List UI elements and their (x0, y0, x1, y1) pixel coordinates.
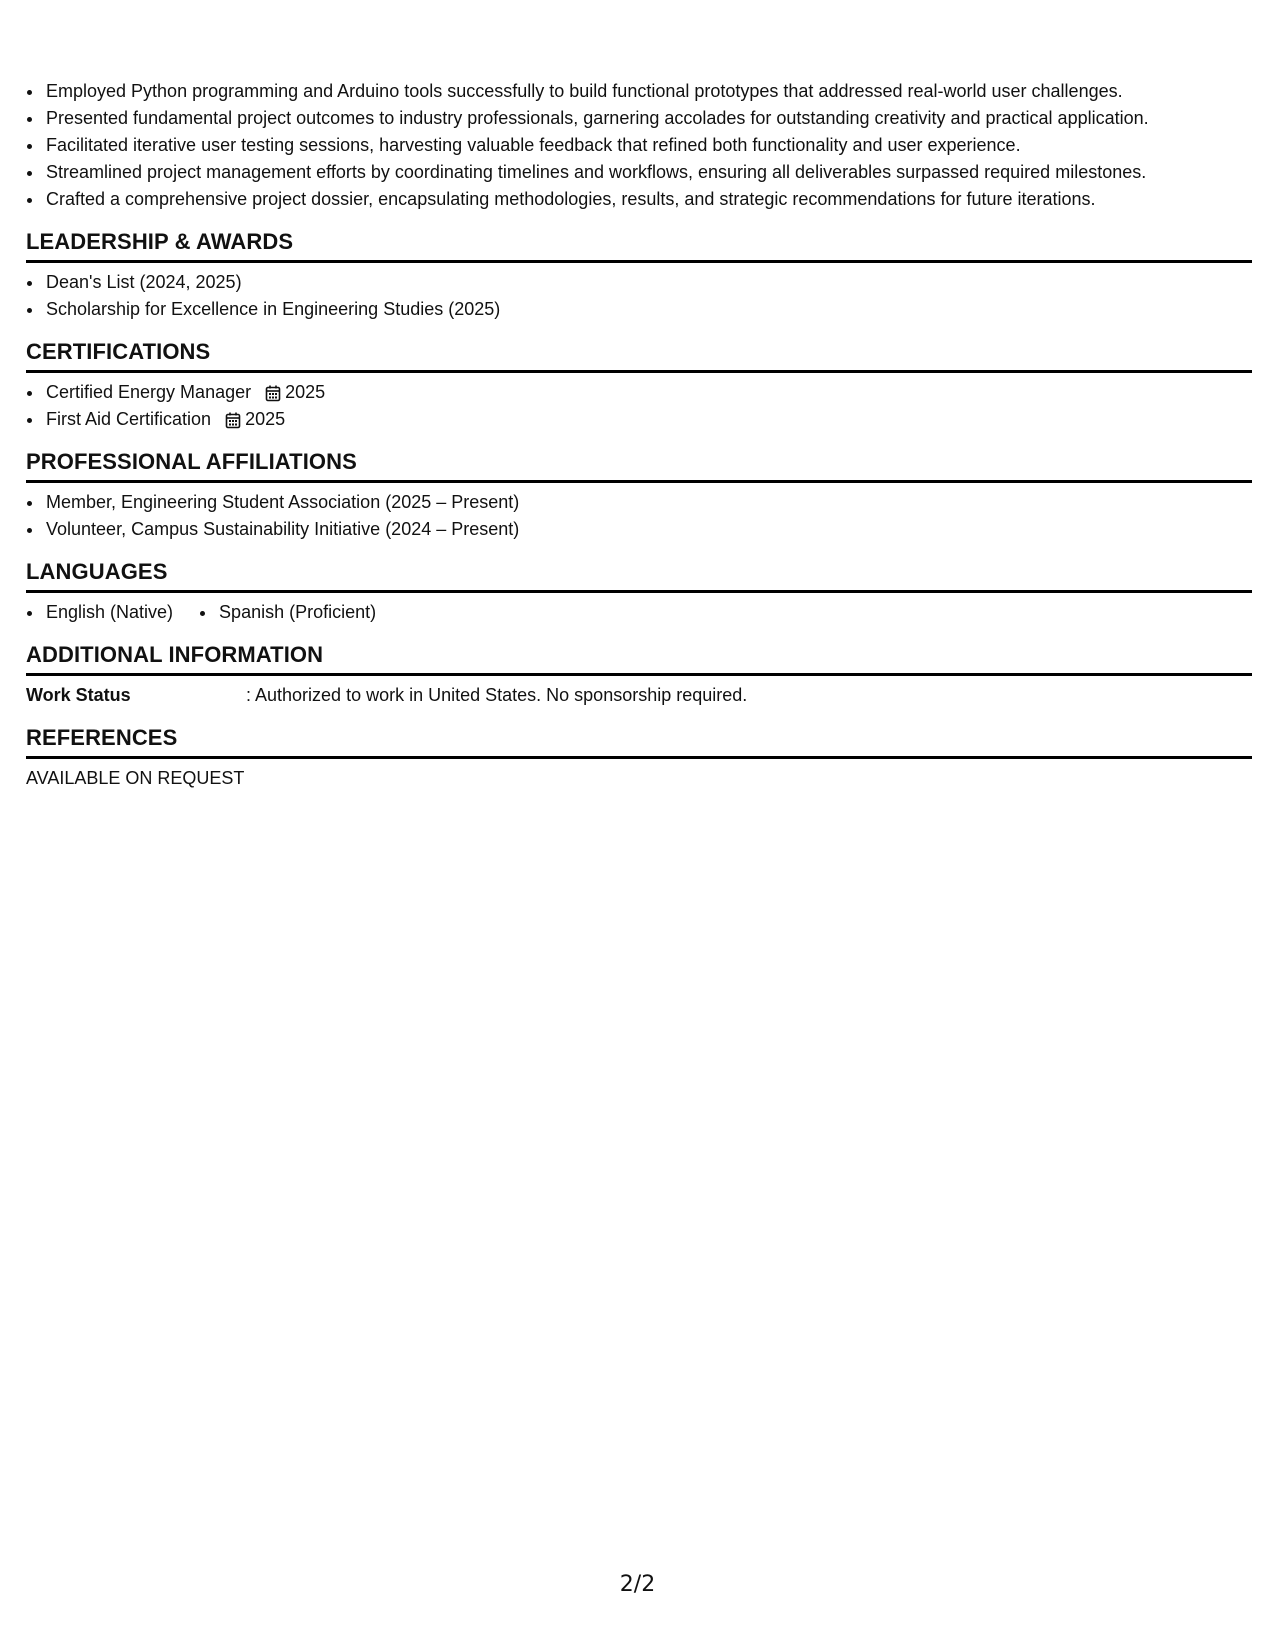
affiliations-heading: PROFESSIONAL AFFILIATIONS (26, 448, 1252, 483)
certification-year: 2025 (245, 409, 286, 429)
languages-heading: LANGUAGES (26, 558, 1252, 593)
leadership-section (26, 228, 1252, 323)
affiliations-section (26, 448, 1252, 543)
references-text: AVAILABLE ON REQUEST (26, 768, 245, 788)
certifications-heading: CERTIFICATIONS (26, 338, 1252, 373)
affiliation-item: • Volunteer, Campus Sustainability Initiative (2024 – Present) (44, 516, 1252, 543)
experience-bullet-list (26, 78, 1252, 213)
work-status-label: Work Status (26, 685, 131, 705)
work-status-row (26, 682, 1252, 709)
references-heading: REFERENCES (26, 724, 1252, 759)
certification-year: 2025 (285, 382, 326, 402)
affiliations-list (26, 489, 1252, 543)
leadership-list (26, 269, 1252, 323)
page-number: 2/2 (619, 1572, 656, 1597)
experience-bullet: • Presented fundamental project outcomes to industry professionals, garnering accolades for outstanding creativity and practical application. (44, 105, 1252, 132)
experience-bullet: • Streamlined project management efforts by coordinating timelines and workflows, ensuring all deliverables surpassed required milestones. (44, 159, 1252, 186)
languages-section (26, 558, 1252, 626)
additional-info-heading: ADDITIONAL INFORMATION (26, 641, 1252, 676)
experience-bullet: • Crafted a comprehensive project dossier, encapsulating methodologies, results, and strategic recommendations for future iterations. (44, 186, 1252, 213)
certification-name: Certified Energy Manager (46, 382, 252, 402)
certifications-list (26, 379, 1252, 433)
leadership-heading: LEADERSHIP & AWARDS (26, 228, 1252, 263)
leadership-item: • Scholarship for Excellence in Engineering Studies (2025) (44, 296, 1252, 323)
references-section (26, 724, 1252, 792)
language-item: • Spanish (Proficient) (217, 599, 376, 626)
certification-item (44, 406, 1252, 433)
resume-page (26, 78, 1252, 792)
languages-list (26, 599, 1252, 626)
language-item: • English (Native) (44, 599, 173, 626)
certification-item (44, 379, 1252, 406)
calendar-icon (225, 412, 241, 429)
additional-info-section (26, 641, 1252, 709)
calendar-icon (265, 385, 281, 402)
experience-bullet: • Facilitated iterative user testing sessions, harvesting valuable feedback that refined both functionality and user experience. (44, 132, 1252, 159)
experience-bullet: • Employed Python programming and Arduino tools successfully to build functional prototypes that addressed real-world user challenges. (44, 78, 1252, 105)
leadership-item: • Dean's List (2024, 2025) (44, 269, 1252, 296)
certifications-section (26, 338, 1252, 433)
work-status-value: : Authorized to work in United States. No sponsorship required. (246, 685, 748, 705)
certification-name: First Aid Certification (46, 409, 212, 429)
affiliation-item: • Member, Engineering Student Association (2025 – Present) (44, 489, 1252, 516)
